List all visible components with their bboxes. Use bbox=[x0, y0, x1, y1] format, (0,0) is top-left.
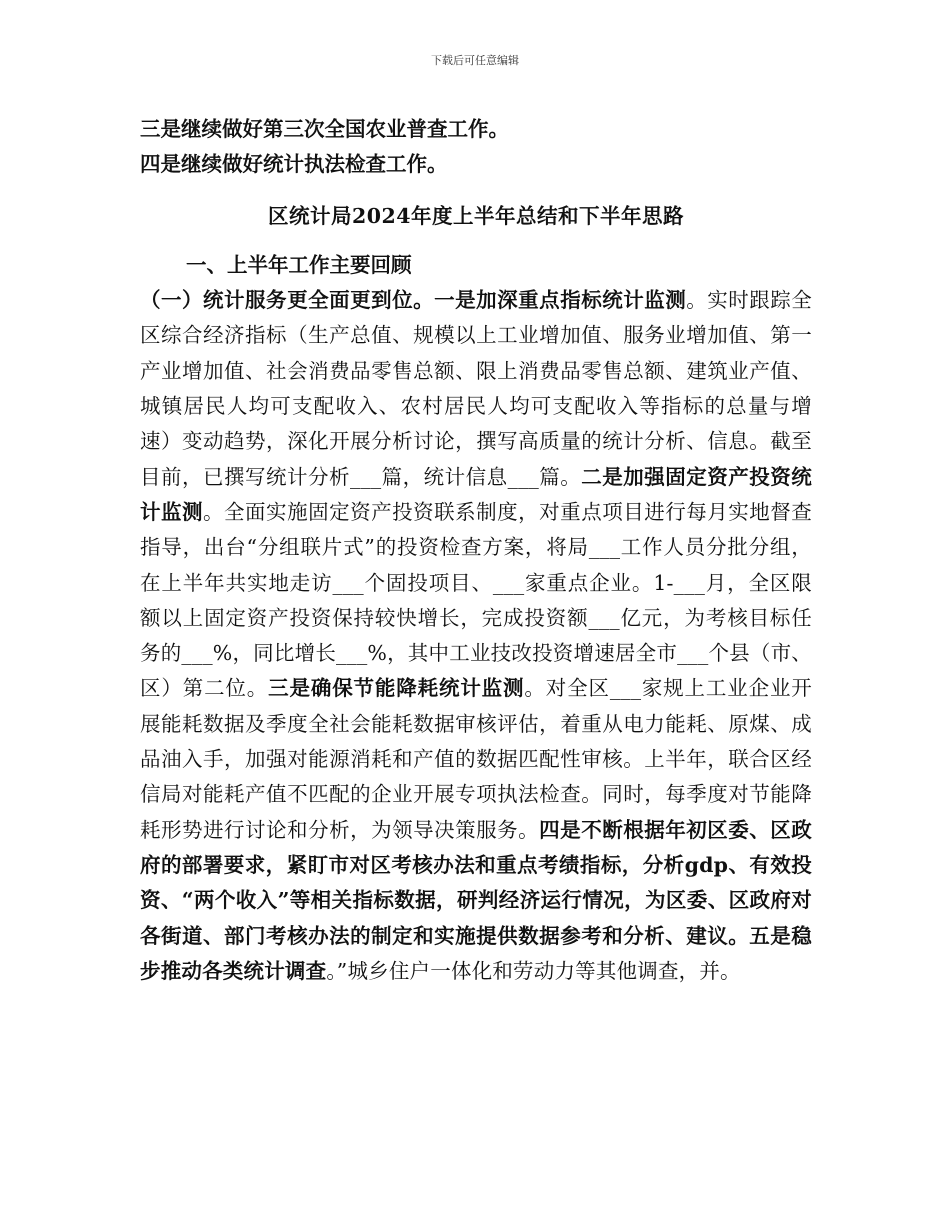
document-title: 区统计局2024年度上半年总结和下半年思路 bbox=[267, 203, 685, 228]
paragraph-lead-1: （一）统计服务更全面更到位。一是加深重点指标统计监测 bbox=[140, 288, 687, 313]
paragraph-lead-3: 三是确保节能降耗统计监测 bbox=[268, 676, 525, 701]
document-body bbox=[140, 112, 812, 989]
page-header: 下载后可任意编辑 bbox=[431, 54, 519, 67]
paragraph-text-1: 。实时跟踪全区综合经济指标（生产总值、规模以上工业增加值、服务业增加值、第一产业增加值、社会消费品零售总额、限上消费品零售总额、建筑业产值、城镇居民人均可支配收入、农村居民人均可支配收入等指标的总量与增速）变动趋势，深化开展分析讨论，撰写高质量的统计分析、信息。截至目前，已撰写统计分析___篇，统计信息___篇。 bbox=[140, 288, 812, 489]
section-heading: 一、上半年工作主要回顾 bbox=[186, 252, 412, 277]
list-item-4: 四是继续做好统计执法检查工作。 bbox=[140, 152, 448, 177]
paragraph-lead-2: 二是加强固定资产投资统计监测 bbox=[140, 464, 812, 524]
body-paragraph bbox=[140, 283, 812, 989]
paragraph-lead-4: 四是不断根据年初区委、区政府的部署要求，紧盯市对区考核办法和重点考绩指标，分析gdp、有效投资、“两个收入”等相关指标数据，研判经济运行情况，为区委、区政府对各街道、部门考核办法的制定和实施提供数据参考和分析、建议。五是稳步推动各类统计调查 bbox=[140, 817, 812, 983]
paragraph-text-3: 。对全区___家规上工业企业开展能耗数据及季度全社会能耗数据审核评估，着重从电力能耗、原煤、成品油入手，加强对能源消耗和产值的数据匹配性审核。上半年，联合区经信局对能耗产值不匹配的企业开展专项执法检查。同时，每季度对节能降耗形势进行讨论和分析，为领导决策服务。 bbox=[140, 676, 813, 842]
paragraph-text-4: 。”城乡住户一体化和劳动力等其他调查，并。 bbox=[326, 958, 741, 983]
list-item-3: 三是继续做好第三次全国农业普查工作。 bbox=[140, 117, 509, 141]
paragraph-text-2: 。全面实施固定资产投资联系制度，对重点项目进行每月实地督查指导，出台“分组联片式”的投资检查方案，将局___工作人员分批分组，在上半年共实地走访___个固投项目、___家重点企业。1-___月，全区限额以上固定资产投资保持较快增长，完成投资额___亿元，为考核目标任务的___%，同比增长___%，其中工业技改投资增速居全市___个县（市、区）第二位。 bbox=[140, 499, 812, 701]
